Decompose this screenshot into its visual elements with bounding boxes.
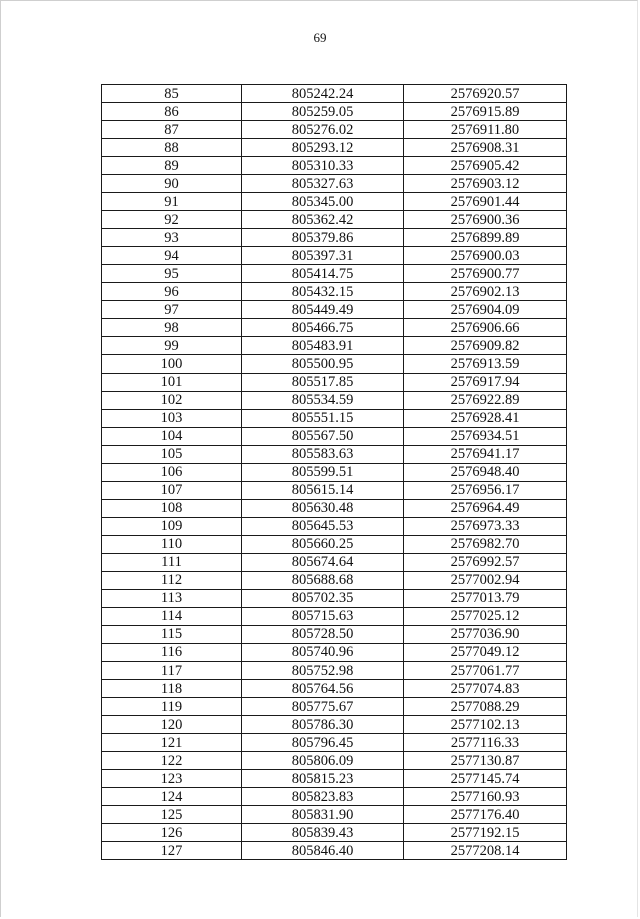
- y-coordinate-cell: 2577102.13: [404, 716, 567, 734]
- point-number-cell: 106: [102, 463, 242, 481]
- y-coordinate-cell: 2577160.93: [404, 788, 567, 806]
- y-coordinate-cell: 2576901.44: [404, 193, 567, 211]
- y-coordinate-cell: 2576973.33: [404, 517, 567, 535]
- y-coordinate-cell: 2577025.12: [404, 607, 567, 625]
- y-coordinate-cell: 2576982.70: [404, 535, 567, 553]
- coordinates-table-body: [102, 85, 567, 860]
- table-row: [102, 283, 567, 301]
- y-coordinate-cell: 2576992.57: [404, 553, 567, 571]
- x-coordinate-cell: 805796.45: [242, 734, 404, 752]
- y-coordinate-cell: 2576920.57: [404, 85, 567, 103]
- table-row: [102, 391, 567, 409]
- x-coordinate-cell: 805839.43: [242, 824, 404, 842]
- point-number-cell: 126: [102, 824, 242, 842]
- point-number-cell: 124: [102, 788, 242, 806]
- y-coordinate-cell: 2576941.17: [404, 445, 567, 463]
- table-row: [102, 824, 567, 842]
- point-number-cell: 86: [102, 103, 242, 121]
- x-coordinate-cell: 805786.30: [242, 716, 404, 734]
- table-row: [102, 589, 567, 607]
- point-number-cell: 110: [102, 535, 242, 553]
- table-row: [102, 157, 567, 175]
- point-number-cell: 123: [102, 770, 242, 788]
- table-row: [102, 842, 567, 860]
- y-coordinate-cell: 2577088.29: [404, 698, 567, 716]
- table-row: [102, 499, 567, 517]
- y-coordinate-cell: 2576899.89: [404, 229, 567, 247]
- x-coordinate-cell: 805551.15: [242, 409, 404, 427]
- y-coordinate-cell: 2576900.77: [404, 265, 567, 283]
- table-row: [102, 211, 567, 229]
- point-number-cell: 101: [102, 373, 242, 391]
- x-coordinate-cell: 805466.75: [242, 319, 404, 337]
- x-coordinate-cell: 805567.50: [242, 427, 404, 445]
- point-number-cell: 120: [102, 716, 242, 734]
- x-coordinate-cell: 805823.83: [242, 788, 404, 806]
- point-number-cell: 109: [102, 517, 242, 535]
- table-row: [102, 806, 567, 824]
- x-coordinate-cell: 805752.98: [242, 662, 404, 680]
- point-number-cell: 94: [102, 247, 242, 265]
- y-coordinate-cell: 2576915.89: [404, 103, 567, 121]
- table-row: [102, 139, 567, 157]
- point-number-cell: 112: [102, 571, 242, 589]
- x-coordinate-cell: 805728.50: [242, 625, 404, 643]
- x-coordinate-cell: 805327.63: [242, 175, 404, 193]
- point-number-cell: 97: [102, 301, 242, 319]
- point-number-cell: 98: [102, 319, 242, 337]
- table-row: [102, 481, 567, 499]
- y-coordinate-cell: 2576900.03: [404, 247, 567, 265]
- x-coordinate-cell: 805846.40: [242, 842, 404, 860]
- x-coordinate-cell: 805715.63: [242, 607, 404, 625]
- y-coordinate-cell: 2577074.83: [404, 680, 567, 698]
- x-coordinate-cell: 805764.56: [242, 680, 404, 698]
- table-row: [102, 553, 567, 571]
- table-row: [102, 571, 567, 589]
- point-number-cell: 122: [102, 752, 242, 770]
- table-row: [102, 103, 567, 121]
- y-coordinate-cell: 2576922.89: [404, 391, 567, 409]
- x-coordinate-cell: 805660.25: [242, 535, 404, 553]
- point-number-cell: 96: [102, 283, 242, 301]
- point-number-cell: 118: [102, 680, 242, 698]
- y-coordinate-cell: 2576908.31: [404, 139, 567, 157]
- y-coordinate-cell: 2577061.77: [404, 662, 567, 680]
- point-number-cell: 114: [102, 607, 242, 625]
- table-row: [102, 734, 567, 752]
- table-row: [102, 463, 567, 481]
- point-number-cell: 113: [102, 589, 242, 607]
- point-number-cell: 89: [102, 157, 242, 175]
- y-coordinate-cell: 2576948.40: [404, 463, 567, 481]
- table-row: [102, 788, 567, 806]
- y-coordinate-cell: 2576934.51: [404, 427, 567, 445]
- point-number-cell: 111: [102, 553, 242, 571]
- y-coordinate-cell: 2577176.40: [404, 806, 567, 824]
- x-coordinate-cell: 805379.86: [242, 229, 404, 247]
- table-row: [102, 445, 567, 463]
- y-coordinate-cell: 2576902.13: [404, 283, 567, 301]
- point-number-cell: 105: [102, 445, 242, 463]
- x-coordinate-cell: 805293.12: [242, 139, 404, 157]
- table-row: [102, 265, 567, 283]
- table-row: [102, 409, 567, 427]
- x-coordinate-cell: 805599.51: [242, 463, 404, 481]
- y-coordinate-cell: 2576913.59: [404, 355, 567, 373]
- y-coordinate-cell: 2577036.90: [404, 625, 567, 643]
- x-coordinate-cell: 805815.23: [242, 770, 404, 788]
- table-row: [102, 121, 567, 139]
- point-number-cell: 95: [102, 265, 242, 283]
- table-row: [102, 535, 567, 553]
- point-number-cell: 88: [102, 139, 242, 157]
- x-coordinate-cell: 805615.14: [242, 481, 404, 499]
- x-coordinate-cell: 805688.68: [242, 571, 404, 589]
- y-coordinate-cell: 2577145.74: [404, 770, 567, 788]
- x-coordinate-cell: 805345.00: [242, 193, 404, 211]
- y-coordinate-cell: 2576956.17: [404, 481, 567, 499]
- y-coordinate-cell: 2576904.09: [404, 301, 567, 319]
- point-number-cell: 87: [102, 121, 242, 139]
- table-row: [102, 643, 567, 661]
- point-number-cell: 127: [102, 842, 242, 860]
- y-coordinate-cell: 2577208.14: [404, 842, 567, 860]
- x-coordinate-cell: 805775.67: [242, 698, 404, 716]
- table-row: [102, 175, 567, 193]
- x-coordinate-cell: 805432.15: [242, 283, 404, 301]
- x-coordinate-cell: 805517.85: [242, 373, 404, 391]
- y-coordinate-cell: 2576911.80: [404, 121, 567, 139]
- x-coordinate-cell: 805740.96: [242, 643, 404, 661]
- x-coordinate-cell: 805702.35: [242, 589, 404, 607]
- y-coordinate-cell: 2576909.82: [404, 337, 567, 355]
- point-number-cell: 103: [102, 409, 242, 427]
- point-number-cell: 90: [102, 175, 242, 193]
- table-row: [102, 716, 567, 734]
- x-coordinate-cell: 805397.31: [242, 247, 404, 265]
- point-number-cell: 115: [102, 625, 242, 643]
- y-coordinate-cell: 2577002.94: [404, 571, 567, 589]
- table-row: [102, 355, 567, 373]
- table-row: [102, 373, 567, 391]
- table-row: [102, 337, 567, 355]
- page-number: 69: [313, 30, 327, 45]
- coordinates-table: [101, 84, 567, 860]
- y-coordinate-cell: 2577049.12: [404, 643, 567, 661]
- x-coordinate-cell: 805806.09: [242, 752, 404, 770]
- x-coordinate-cell: 805259.05: [242, 103, 404, 121]
- point-number-cell: 85: [102, 85, 242, 103]
- point-number-cell: 117: [102, 662, 242, 680]
- y-coordinate-cell: 2577192.15: [404, 824, 567, 842]
- table-row: [102, 247, 567, 265]
- x-coordinate-cell: 805645.53: [242, 517, 404, 535]
- y-coordinate-cell: 2577116.33: [404, 734, 567, 752]
- point-number-cell: 99: [102, 337, 242, 355]
- point-number-cell: 104: [102, 427, 242, 445]
- x-coordinate-cell: 805310.33: [242, 157, 404, 175]
- x-coordinate-cell: 805630.48: [242, 499, 404, 517]
- table-row: [102, 319, 567, 337]
- x-coordinate-cell: 805362.42: [242, 211, 404, 229]
- y-coordinate-cell: 2577013.79: [404, 589, 567, 607]
- x-coordinate-cell: 805449.49: [242, 301, 404, 319]
- y-coordinate-cell: 2576903.12: [404, 175, 567, 193]
- point-number-cell: 100: [102, 355, 242, 373]
- table-row: [102, 662, 567, 680]
- y-coordinate-cell: 2576900.36: [404, 211, 567, 229]
- point-number-cell: 102: [102, 391, 242, 409]
- table-row: [102, 85, 567, 103]
- x-coordinate-cell: 805414.75: [242, 265, 404, 283]
- table-row: [102, 680, 567, 698]
- table-row: [102, 752, 567, 770]
- table-row: [102, 427, 567, 445]
- y-coordinate-cell: 2576964.49: [404, 499, 567, 517]
- table-row: [102, 698, 567, 716]
- x-coordinate-cell: 805483.91: [242, 337, 404, 355]
- y-coordinate-cell: 2576917.94: [404, 373, 567, 391]
- point-number-cell: 107: [102, 481, 242, 499]
- y-coordinate-cell: 2576905.42: [404, 157, 567, 175]
- point-number-cell: 121: [102, 734, 242, 752]
- x-coordinate-cell: 805534.59: [242, 391, 404, 409]
- point-number-cell: 92: [102, 211, 242, 229]
- table-row: [102, 229, 567, 247]
- table-row: [102, 301, 567, 319]
- table-row: [102, 517, 567, 535]
- y-coordinate-cell: 2576928.41: [404, 409, 567, 427]
- point-number-cell: 108: [102, 499, 242, 517]
- x-coordinate-cell: 805674.64: [242, 553, 404, 571]
- point-number-cell: 91: [102, 193, 242, 211]
- x-coordinate-cell: 805500.95: [242, 355, 404, 373]
- x-coordinate-cell: 805583.63: [242, 445, 404, 463]
- table-row: [102, 607, 567, 625]
- point-number-cell: 119: [102, 698, 242, 716]
- point-number-cell: 116: [102, 643, 242, 661]
- point-number-cell: 125: [102, 806, 242, 824]
- table-row: [102, 770, 567, 788]
- y-coordinate-cell: 2577130.87: [404, 752, 567, 770]
- table-row: [102, 625, 567, 643]
- x-coordinate-cell: 805242.24: [242, 85, 404, 103]
- x-coordinate-cell: 805831.90: [242, 806, 404, 824]
- point-number-cell: 93: [102, 229, 242, 247]
- table-row: [102, 193, 567, 211]
- x-coordinate-cell: 805276.02: [242, 121, 404, 139]
- y-coordinate-cell: 2576906.66: [404, 319, 567, 337]
